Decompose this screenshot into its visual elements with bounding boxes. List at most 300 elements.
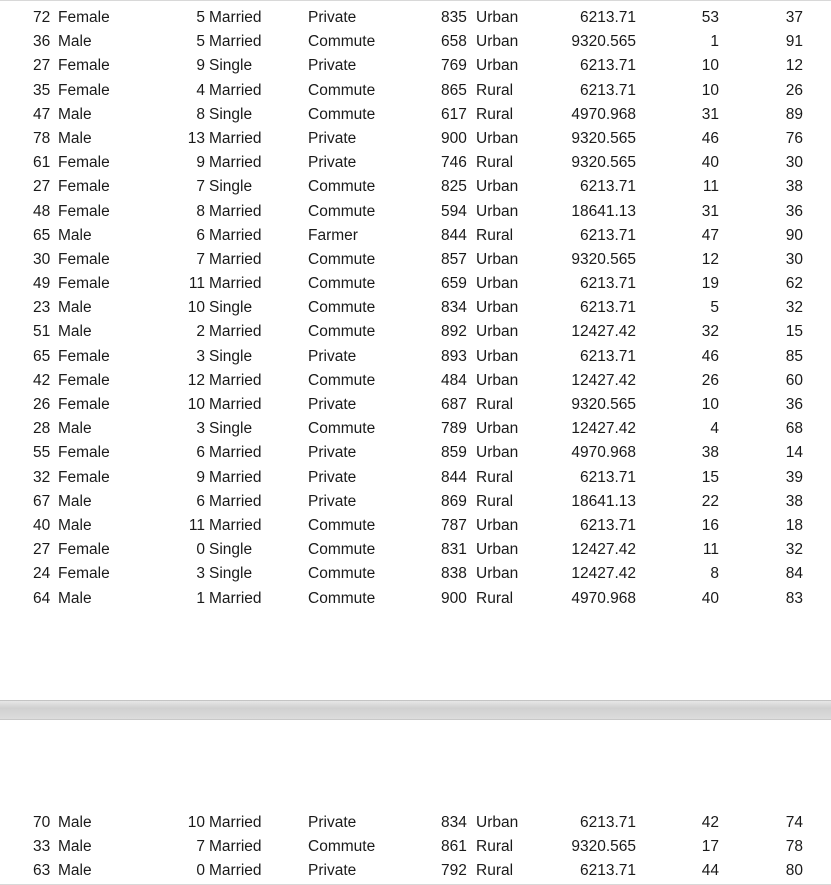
code-cell: 857 <box>441 250 467 268</box>
amount-cell: 9320.565 <box>571 396 636 413</box>
gender-cell: Female <box>58 57 110 75</box>
years-cell: 5 <box>196 33 205 51</box>
count-a-cell: 26 <box>701 371 719 389</box>
count-b-cell: 83 <box>785 589 803 607</box>
years-cell: 4 <box>196 81 205 99</box>
years-cell: 10 <box>187 299 205 317</box>
table-row <box>0 6 831 30</box>
count-a-cell: 5 <box>710 299 719 317</box>
age-cell: 67 <box>33 492 51 510</box>
area-type-cell: Urban <box>476 57 519 75</box>
gender-cell: Male <box>58 129 92 147</box>
job-type-cell: Commute <box>308 323 376 341</box>
count-b-cell: 89 <box>785 105 803 123</box>
code-cell: 769 <box>441 57 467 75</box>
count-a-cell: 15 <box>701 468 719 486</box>
area-type-cell: Urban <box>476 299 519 317</box>
amount-cell: 6213.71 <box>579 81 636 99</box>
table-row <box>0 587 831 611</box>
marital-status-cell: Single <box>209 420 253 438</box>
table-row <box>0 224 831 248</box>
job-type-cell: Commute <box>308 565 376 583</box>
code-cell: 838 <box>441 565 467 583</box>
gender-cell: Female <box>58 468 110 486</box>
age-cell: 72 <box>33 9 51 26</box>
gender-cell: Male <box>58 516 92 534</box>
area-type-cell: Rural <box>476 154 514 172</box>
code-cell: 834 <box>441 814 467 831</box>
job-type-cell: Commute <box>308 516 376 534</box>
table-row <box>0 441 831 465</box>
gender-cell: Female <box>58 250 110 268</box>
age-cell: 40 <box>33 516 51 534</box>
table-row <box>0 151 831 175</box>
marital-status-cell: Married <box>209 33 262 51</box>
code-cell: 789 <box>441 420 467 438</box>
gender-cell: Female <box>58 396 110 413</box>
code-cell: 844 <box>441 468 467 486</box>
age-cell: 64 <box>33 589 51 607</box>
count-a-cell: 10 <box>701 81 719 99</box>
count-a-cell: 1 <box>710 33 719 51</box>
count-a-cell: 22 <box>701 492 719 510</box>
job-type-cell: Commute <box>308 541 376 559</box>
count-b-cell: 62 <box>785 275 803 293</box>
table-row <box>0 466 831 490</box>
amount-cell: 6213.71 <box>579 226 636 244</box>
age-cell: 28 <box>33 420 51 438</box>
job-type-cell: Commute <box>308 420 376 438</box>
age-cell: 36 <box>33 33 51 51</box>
count-a-cell: 32 <box>701 323 719 341</box>
count-b-cell: 60 <box>785 371 803 389</box>
amount-cell: 4970.968 <box>571 105 636 123</box>
area-type-cell: Urban <box>476 178 519 196</box>
years-cell: 3 <box>196 347 205 365</box>
marital-status-cell: Single <box>209 178 253 196</box>
job-type-cell: Commute <box>308 81 376 99</box>
gender-cell: Female <box>58 178 110 196</box>
marital-status-cell: Married <box>209 250 262 268</box>
area-type-cell: Rural <box>476 589 514 607</box>
job-type-cell: Private <box>308 347 357 365</box>
code-cell: 831 <box>441 541 467 559</box>
job-type-cell: Commute <box>308 250 376 268</box>
count-b-cell: 14 <box>785 444 803 462</box>
count-a-cell: 4 <box>710 420 719 438</box>
page-break-gap <box>0 700 831 720</box>
job-type-cell: Commute <box>308 371 376 389</box>
area-type-cell: Urban <box>476 444 519 462</box>
job-type-cell: Private <box>308 444 357 462</box>
table-row <box>0 272 831 296</box>
count-b-cell: 26 <box>785 81 803 99</box>
job-type-cell: Private <box>308 492 357 510</box>
area-type-cell: Urban <box>476 516 519 534</box>
code-cell: 687 <box>441 396 467 413</box>
count-b-cell: 38 <box>785 492 803 510</box>
job-type-cell: Private <box>308 468 357 486</box>
age-cell: 65 <box>33 226 51 244</box>
code-cell: 594 <box>441 202 467 220</box>
table-row <box>0 248 831 272</box>
age-cell: 32 <box>33 468 51 486</box>
years-cell: 10 <box>187 396 205 413</box>
area-type-cell: Urban <box>476 202 519 220</box>
marital-status-cell: Single <box>209 57 253 75</box>
code-cell: 617 <box>441 105 467 123</box>
marital-status-cell: Single <box>209 105 253 123</box>
years-cell: 0 <box>196 541 205 559</box>
code-cell: 865 <box>441 81 467 99</box>
amount-cell: 4970.968 <box>571 444 636 462</box>
area-type-cell: Urban <box>476 814 519 831</box>
marital-status-cell: Married <box>209 323 262 341</box>
table-row <box>0 562 831 586</box>
amount-cell: 12427.42 <box>571 420 636 438</box>
area-type-cell: Rural <box>476 81 514 99</box>
area-type-cell: Rural <box>476 492 514 510</box>
marital-status-cell: Single <box>209 541 253 559</box>
gender-cell: Male <box>58 33 92 51</box>
marital-status-cell: Married <box>209 589 262 607</box>
gender-cell: Female <box>58 9 110 26</box>
age-cell: 55 <box>33 444 51 462</box>
table-row <box>0 320 831 344</box>
table-row <box>0 369 831 393</box>
count-a-cell: 44 <box>701 862 719 880</box>
gender-cell: Female <box>58 444 110 462</box>
count-b-cell: 90 <box>785 226 803 244</box>
amount-cell: 12427.42 <box>571 541 636 559</box>
age-cell: 23 <box>33 299 51 317</box>
code-cell: 861 <box>441 838 467 856</box>
amount-cell: 9320.565 <box>571 154 636 172</box>
table-row <box>0 30 831 54</box>
count-b-cell: 80 <box>785 862 803 880</box>
count-a-cell: 46 <box>701 347 719 365</box>
marital-status-cell: Married <box>209 129 262 147</box>
count-b-cell: 32 <box>785 541 803 559</box>
count-a-cell: 40 <box>701 154 719 172</box>
gender-cell: Male <box>58 105 92 123</box>
years-cell: 6 <box>196 492 205 510</box>
table-row <box>0 79 831 103</box>
amount-cell: 6213.71 <box>579 275 636 293</box>
data-table-page-1 <box>0 6 831 611</box>
count-b-cell: 36 <box>785 396 803 413</box>
gender-cell: Female <box>58 275 110 293</box>
job-type-cell: Commute <box>308 589 376 607</box>
marital-status-cell: Single <box>209 565 253 583</box>
amount-cell: 18641.13 <box>571 492 636 510</box>
job-type-cell: Private <box>308 814 357 831</box>
job-type-cell: Commute <box>308 178 376 196</box>
job-type-cell: Commute <box>308 838 376 856</box>
count-b-cell: 85 <box>785 347 803 365</box>
count-a-cell: 16 <box>701 516 719 534</box>
area-type-cell: Urban <box>476 250 519 268</box>
job-type-cell: Private <box>308 154 357 172</box>
age-cell: 61 <box>33 154 51 172</box>
amount-cell: 18641.13 <box>571 202 636 220</box>
document-page-2 <box>0 720 831 885</box>
area-type-cell: Urban <box>476 9 519 26</box>
amount-cell: 12427.42 <box>571 323 636 341</box>
gender-cell: Male <box>58 420 92 438</box>
gender-cell: Female <box>58 541 110 559</box>
count-b-cell: 18 <box>785 516 803 534</box>
years-cell: 10 <box>187 814 205 831</box>
table-row <box>0 54 831 78</box>
age-cell: 42 <box>33 371 51 389</box>
count-b-cell: 32 <box>785 299 803 317</box>
count-a-cell: 47 <box>701 226 719 244</box>
age-cell: 27 <box>33 541 51 559</box>
area-type-cell: Urban <box>476 323 519 341</box>
age-cell: 70 <box>33 814 51 831</box>
years-cell: 3 <box>196 565 205 583</box>
amount-cell: 9320.565 <box>571 129 636 147</box>
years-cell: 9 <box>196 57 205 75</box>
age-cell: 30 <box>33 250 51 268</box>
area-type-cell: Urban <box>476 420 519 438</box>
code-cell: 658 <box>441 33 467 51</box>
count-a-cell: 31 <box>701 202 719 220</box>
table-row <box>0 200 831 224</box>
count-a-cell: 10 <box>701 396 719 413</box>
table-row <box>0 296 831 320</box>
count-a-cell: 8 <box>710 565 719 583</box>
years-cell: 2 <box>196 323 205 341</box>
years-cell: 11 <box>188 275 205 293</box>
years-cell: 6 <box>196 226 205 244</box>
marital-status-cell: Married <box>209 275 262 293</box>
code-cell: 859 <box>441 444 467 462</box>
area-type-cell: Urban <box>476 129 519 147</box>
job-type-cell: Private <box>308 57 357 75</box>
amount-cell: 6213.71 <box>579 57 636 75</box>
years-cell: 9 <box>196 468 205 486</box>
table-row <box>0 490 831 514</box>
count-b-cell: 68 <box>785 420 803 438</box>
count-b-cell: 39 <box>785 468 803 486</box>
marital-status-cell: Married <box>209 154 262 172</box>
count-a-cell: 11 <box>702 178 719 196</box>
area-type-cell: Rural <box>476 226 514 244</box>
area-type-cell: Rural <box>476 838 514 856</box>
years-cell: 12 <box>187 371 205 389</box>
marital-status-cell: Married <box>209 396 262 413</box>
marital-status-cell: Married <box>209 81 262 99</box>
code-cell: 787 <box>441 516 467 534</box>
marital-status-cell: Married <box>209 226 262 244</box>
table-row <box>0 393 831 417</box>
gender-cell: Male <box>58 299 92 317</box>
count-b-cell: 84 <box>785 565 803 583</box>
count-b-cell: 74 <box>785 814 803 831</box>
amount-cell: 6213.71 <box>579 299 636 317</box>
gender-cell: Female <box>58 154 110 172</box>
age-cell: 47 <box>33 105 51 123</box>
gender-cell: Male <box>58 838 92 856</box>
code-cell: 484 <box>441 371 467 389</box>
age-cell: 26 <box>33 396 51 413</box>
table-row <box>0 811 831 835</box>
area-type-cell: Urban <box>476 565 519 583</box>
years-cell: 13 <box>187 129 205 147</box>
amount-cell: 12427.42 <box>571 565 636 583</box>
gender-cell: Female <box>58 347 110 365</box>
code-cell: 825 <box>441 178 467 196</box>
job-type-cell: Private <box>308 862 357 880</box>
count-a-cell: 10 <box>701 57 719 75</box>
marital-status-cell: Married <box>209 9 262 26</box>
count-b-cell: 30 <box>785 154 803 172</box>
count-a-cell: 42 <box>701 814 719 831</box>
area-type-cell: Urban <box>476 541 519 559</box>
count-b-cell: 15 <box>785 323 803 341</box>
table-row <box>0 835 831 859</box>
count-b-cell: 37 <box>785 9 803 26</box>
count-a-cell: 31 <box>701 105 719 123</box>
job-type-cell: Commute <box>308 299 376 317</box>
code-cell: 892 <box>441 323 467 341</box>
marital-status-cell: Married <box>209 468 262 486</box>
job-type-cell: Private <box>308 9 357 26</box>
gender-cell: Male <box>58 323 92 341</box>
count-a-cell: 40 <box>701 589 719 607</box>
gender-cell: Female <box>58 371 110 389</box>
data-table-page-2 <box>0 811 831 884</box>
marital-status-cell: Married <box>209 371 262 389</box>
marital-status-cell: Married <box>209 444 262 462</box>
gender-cell: Female <box>58 81 110 99</box>
amount-cell: 6213.71 <box>579 9 636 26</box>
code-cell: 900 <box>441 589 467 607</box>
years-cell: 7 <box>196 178 205 196</box>
age-cell: 48 <box>33 202 51 220</box>
years-cell: 11 <box>188 516 205 534</box>
code-cell: 893 <box>441 347 467 365</box>
count-a-cell: 38 <box>701 444 719 462</box>
count-a-cell: 12 <box>701 250 719 268</box>
years-cell: 0 <box>196 862 205 880</box>
count-a-cell: 46 <box>701 129 719 147</box>
job-type-cell: Private <box>308 396 357 413</box>
count-a-cell: 19 <box>701 275 719 293</box>
gender-cell: Female <box>58 202 110 220</box>
table-row <box>0 538 831 562</box>
years-cell: 7 <box>196 250 205 268</box>
age-cell: 35 <box>33 81 51 99</box>
count-a-cell: 11 <box>702 541 719 559</box>
marital-status-cell: Married <box>209 862 262 880</box>
years-cell: 8 <box>196 105 205 123</box>
table-row <box>0 175 831 199</box>
area-type-cell: Rural <box>476 468 514 486</box>
amount-cell: 6213.71 <box>579 862 636 880</box>
area-type-cell: Urban <box>476 347 519 365</box>
count-b-cell: 36 <box>785 202 803 220</box>
marital-status-cell: Married <box>209 838 262 856</box>
marital-status-cell: Single <box>209 299 253 317</box>
amount-cell: 9320.565 <box>571 33 636 51</box>
amount-cell: 6213.71 <box>579 814 636 831</box>
age-cell: 27 <box>33 57 51 75</box>
code-cell: 834 <box>441 299 467 317</box>
gender-cell: Male <box>58 492 92 510</box>
age-cell: 24 <box>33 565 51 583</box>
marital-status-cell: Married <box>209 814 262 831</box>
amount-cell: 9320.565 <box>571 250 636 268</box>
marital-status-cell: Single <box>209 347 253 365</box>
amount-cell: 4970.968 <box>571 589 636 607</box>
job-type-cell: Commute <box>308 275 376 293</box>
gender-cell: Male <box>58 589 92 607</box>
count-b-cell: 12 <box>785 57 803 75</box>
marital-status-cell: Married <box>209 516 262 534</box>
years-cell: 9 <box>196 154 205 172</box>
gender-cell: Male <box>58 814 92 831</box>
count-b-cell: 38 <box>785 178 803 196</box>
job-type-cell: Farmer <box>308 226 358 244</box>
job-type-cell: Commute <box>308 202 376 220</box>
count-b-cell: 76 <box>785 129 803 147</box>
years-cell: 1 <box>196 589 205 607</box>
area-type-cell: Urban <box>476 275 519 293</box>
code-cell: 869 <box>441 492 467 510</box>
age-cell: 33 <box>33 838 51 856</box>
job-type-cell: Commute <box>308 33 376 51</box>
area-type-cell: Rural <box>476 105 514 123</box>
amount-cell: 12427.42 <box>571 371 636 389</box>
count-a-cell: 17 <box>701 838 719 856</box>
table-row <box>0 127 831 151</box>
count-b-cell: 30 <box>785 250 803 268</box>
table-row <box>0 514 831 538</box>
table-row <box>0 859 831 883</box>
code-cell: 900 <box>441 129 467 147</box>
amount-cell: 6213.71 <box>579 516 636 534</box>
code-cell: 835 <box>441 9 467 26</box>
marital-status-cell: Married <box>209 202 262 220</box>
age-cell: 65 <box>33 347 51 365</box>
area-type-cell: Rural <box>476 396 514 413</box>
job-type-cell: Commute <box>308 105 376 123</box>
table-row <box>0 103 831 127</box>
table-row <box>0 345 831 369</box>
amount-cell: 6213.71 <box>579 468 636 486</box>
age-cell: 51 <box>33 323 51 341</box>
years-cell: 5 <box>196 9 205 26</box>
amount-cell: 6213.71 <box>579 347 636 365</box>
gender-cell: Male <box>58 862 92 880</box>
count-b-cell: 91 <box>785 33 803 51</box>
job-type-cell: Private <box>308 129 357 147</box>
age-cell: 63 <box>33 862 51 880</box>
age-cell: 78 <box>33 129 51 147</box>
code-cell: 792 <box>441 862 467 880</box>
code-cell: 746 <box>441 154 467 172</box>
count-a-cell: 53 <box>701 9 719 26</box>
age-cell: 27 <box>33 178 51 196</box>
table-row <box>0 417 831 441</box>
area-type-cell: Rural <box>476 862 514 880</box>
area-type-cell: Urban <box>476 33 519 51</box>
years-cell: 7 <box>196 838 205 856</box>
code-cell: 844 <box>441 226 467 244</box>
